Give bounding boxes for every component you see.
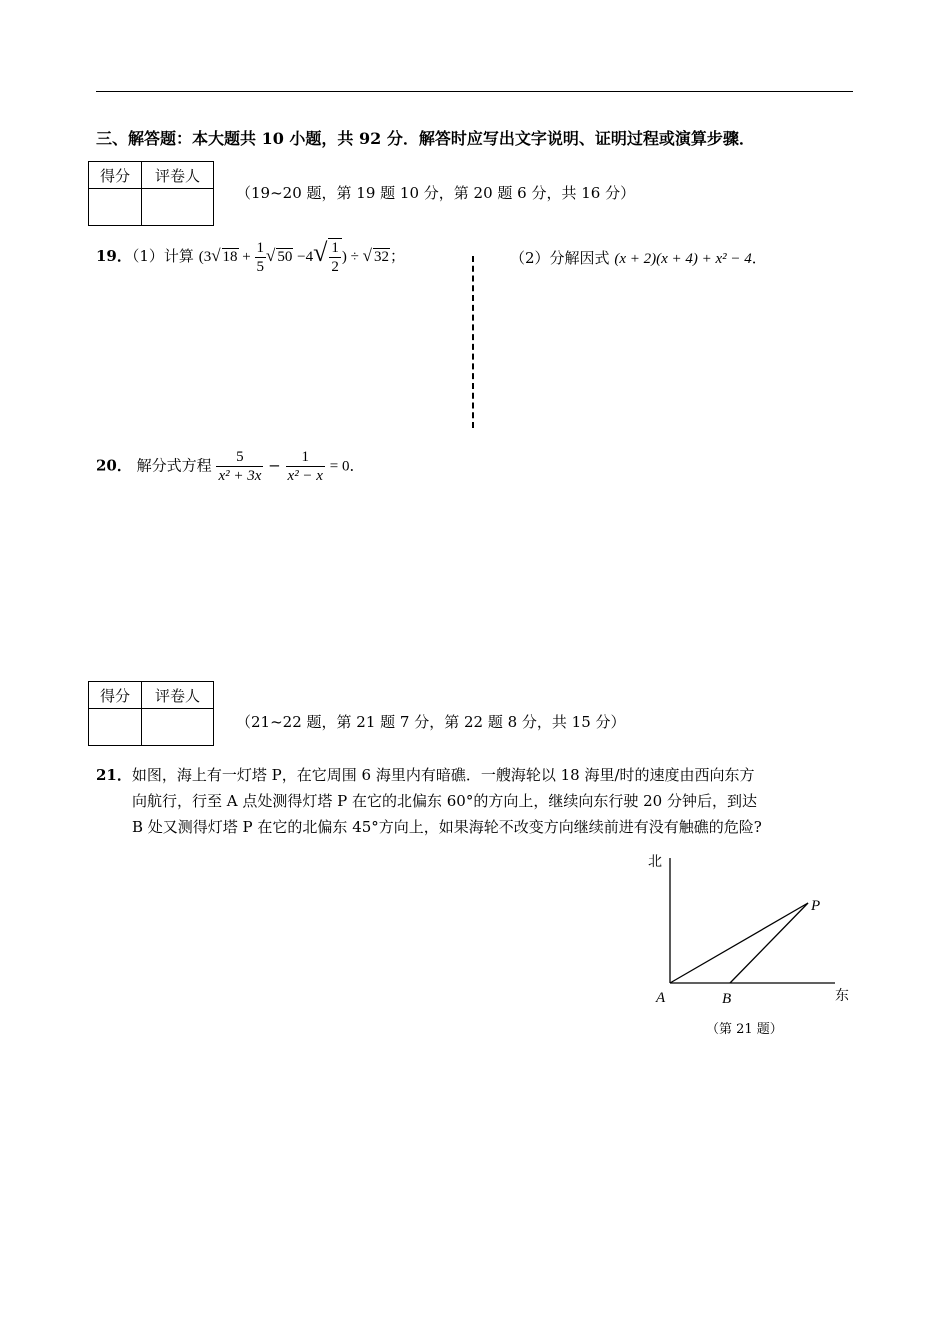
point-B-label: B [722,991,732,1007]
grader-header: 评卷人 [142,682,214,709]
fraction-one-fifth [255,239,267,276]
q19-part2-label: （2）分解因式 [510,249,610,267]
group1-note: （19~20 题，第 19 题 10 分，第 20 题 6 分，共 16 分） [236,184,636,202]
north-label: 北 [648,854,662,870]
grader-cell[interactable] [142,189,214,226]
radicand-18: 18 [222,249,238,265]
top-rule [96,91,853,92]
score-header: 得分 [89,682,142,709]
line-AP [670,903,808,983]
frac-den: x² + 3x [218,468,262,484]
q21-line1-text: 如图，海上有一灯塔 P，在它周围 6 海里内有暗礁．一艘海轮以 18 海里/时的速度由西向东方 [131,766,755,784]
score-cell[interactable] [89,709,142,746]
q20-fraction-2 [286,448,325,485]
q21-line-1 [96,762,856,788]
radicand-32: 32 [373,249,389,265]
q21-figure [640,850,855,1015]
q19-number: 19． [96,247,132,265]
minus-four: −4 [297,249,314,265]
frac-den: 5 [256,259,265,276]
expr-close: ) [341,249,347,265]
point-P-label: P [811,898,821,914]
q19-part2 [510,247,767,268]
q19-part2-expression: (x + 2)(x + 4) + x² − 4 [614,251,752,267]
plus-sign: + [242,249,251,265]
point-A-label: A [656,990,666,1006]
q21-line-3: B 处又测得灯塔 P 在它的北偏东 45°方向上，如果海轮不改变方向继续前进有没有触礁的危险? [132,818,762,836]
q19-part1 [96,238,405,276]
radicand-half [328,238,342,276]
east-label: 东 [835,988,849,1004]
radicand-50: 50 [277,249,293,265]
q21-text [96,762,856,840]
frac-num: 5 [216,448,263,467]
q20-label: 解分式方程 [136,456,212,475]
frac-num: 1 [286,448,325,467]
q20-end: ． [349,456,365,475]
group2-note: （21~22 题，第 21 题 7 分，第 22 题 8 分，共 15 分） [236,713,626,731]
line-BP [730,903,808,983]
grader-cell[interactable] [142,709,214,746]
expr-open: (3 [198,249,212,265]
q19-part1-label: （1）计算 [131,247,194,265]
expr-end: ； [389,249,405,265]
q20-fraction-1 [216,448,263,485]
q20 [96,448,364,485]
dashed-divider [472,256,474,428]
score-cell[interactable] [89,189,142,226]
q19-part2-end: ． [751,249,767,267]
frac-den: 2 [331,259,339,276]
section-heading: 三、解答题：本大题共 10 小题，共 92 分．解答时应写出文字说明、证明过程或演算步骤． [96,129,755,148]
q21-number: 21． [96,766,132,784]
q21-line-2: 向航行，行至 A 点处测得灯塔 P 在它的北偏东 60°的方向上，继续向东行驶 20 分钟后，到达 [132,792,757,810]
q20-number: 20． [96,456,132,475]
q19-part1-expression [198,238,405,276]
radical-symbol: √ [313,238,328,267]
fraction-one-half [329,239,341,276]
score-table-2 [88,681,214,746]
grader-header: 评卷人 [142,162,214,189]
score-table-1 [88,161,214,226]
frac-den: x² − x [287,468,323,484]
frac-num: 1 [331,240,339,257]
divide-sign: ÷ [350,249,359,265]
q20-rhs: = 0 [329,458,350,475]
radical-symbol: √ [211,246,221,265]
figure-caption: （第 21 题） [706,1022,783,1037]
score-header: 得分 [89,162,142,189]
minus-sign: − [268,456,281,475]
radical-symbol: √ [362,246,372,265]
frac-num: 1 [256,240,265,257]
radical-symbol: √ [266,246,276,265]
